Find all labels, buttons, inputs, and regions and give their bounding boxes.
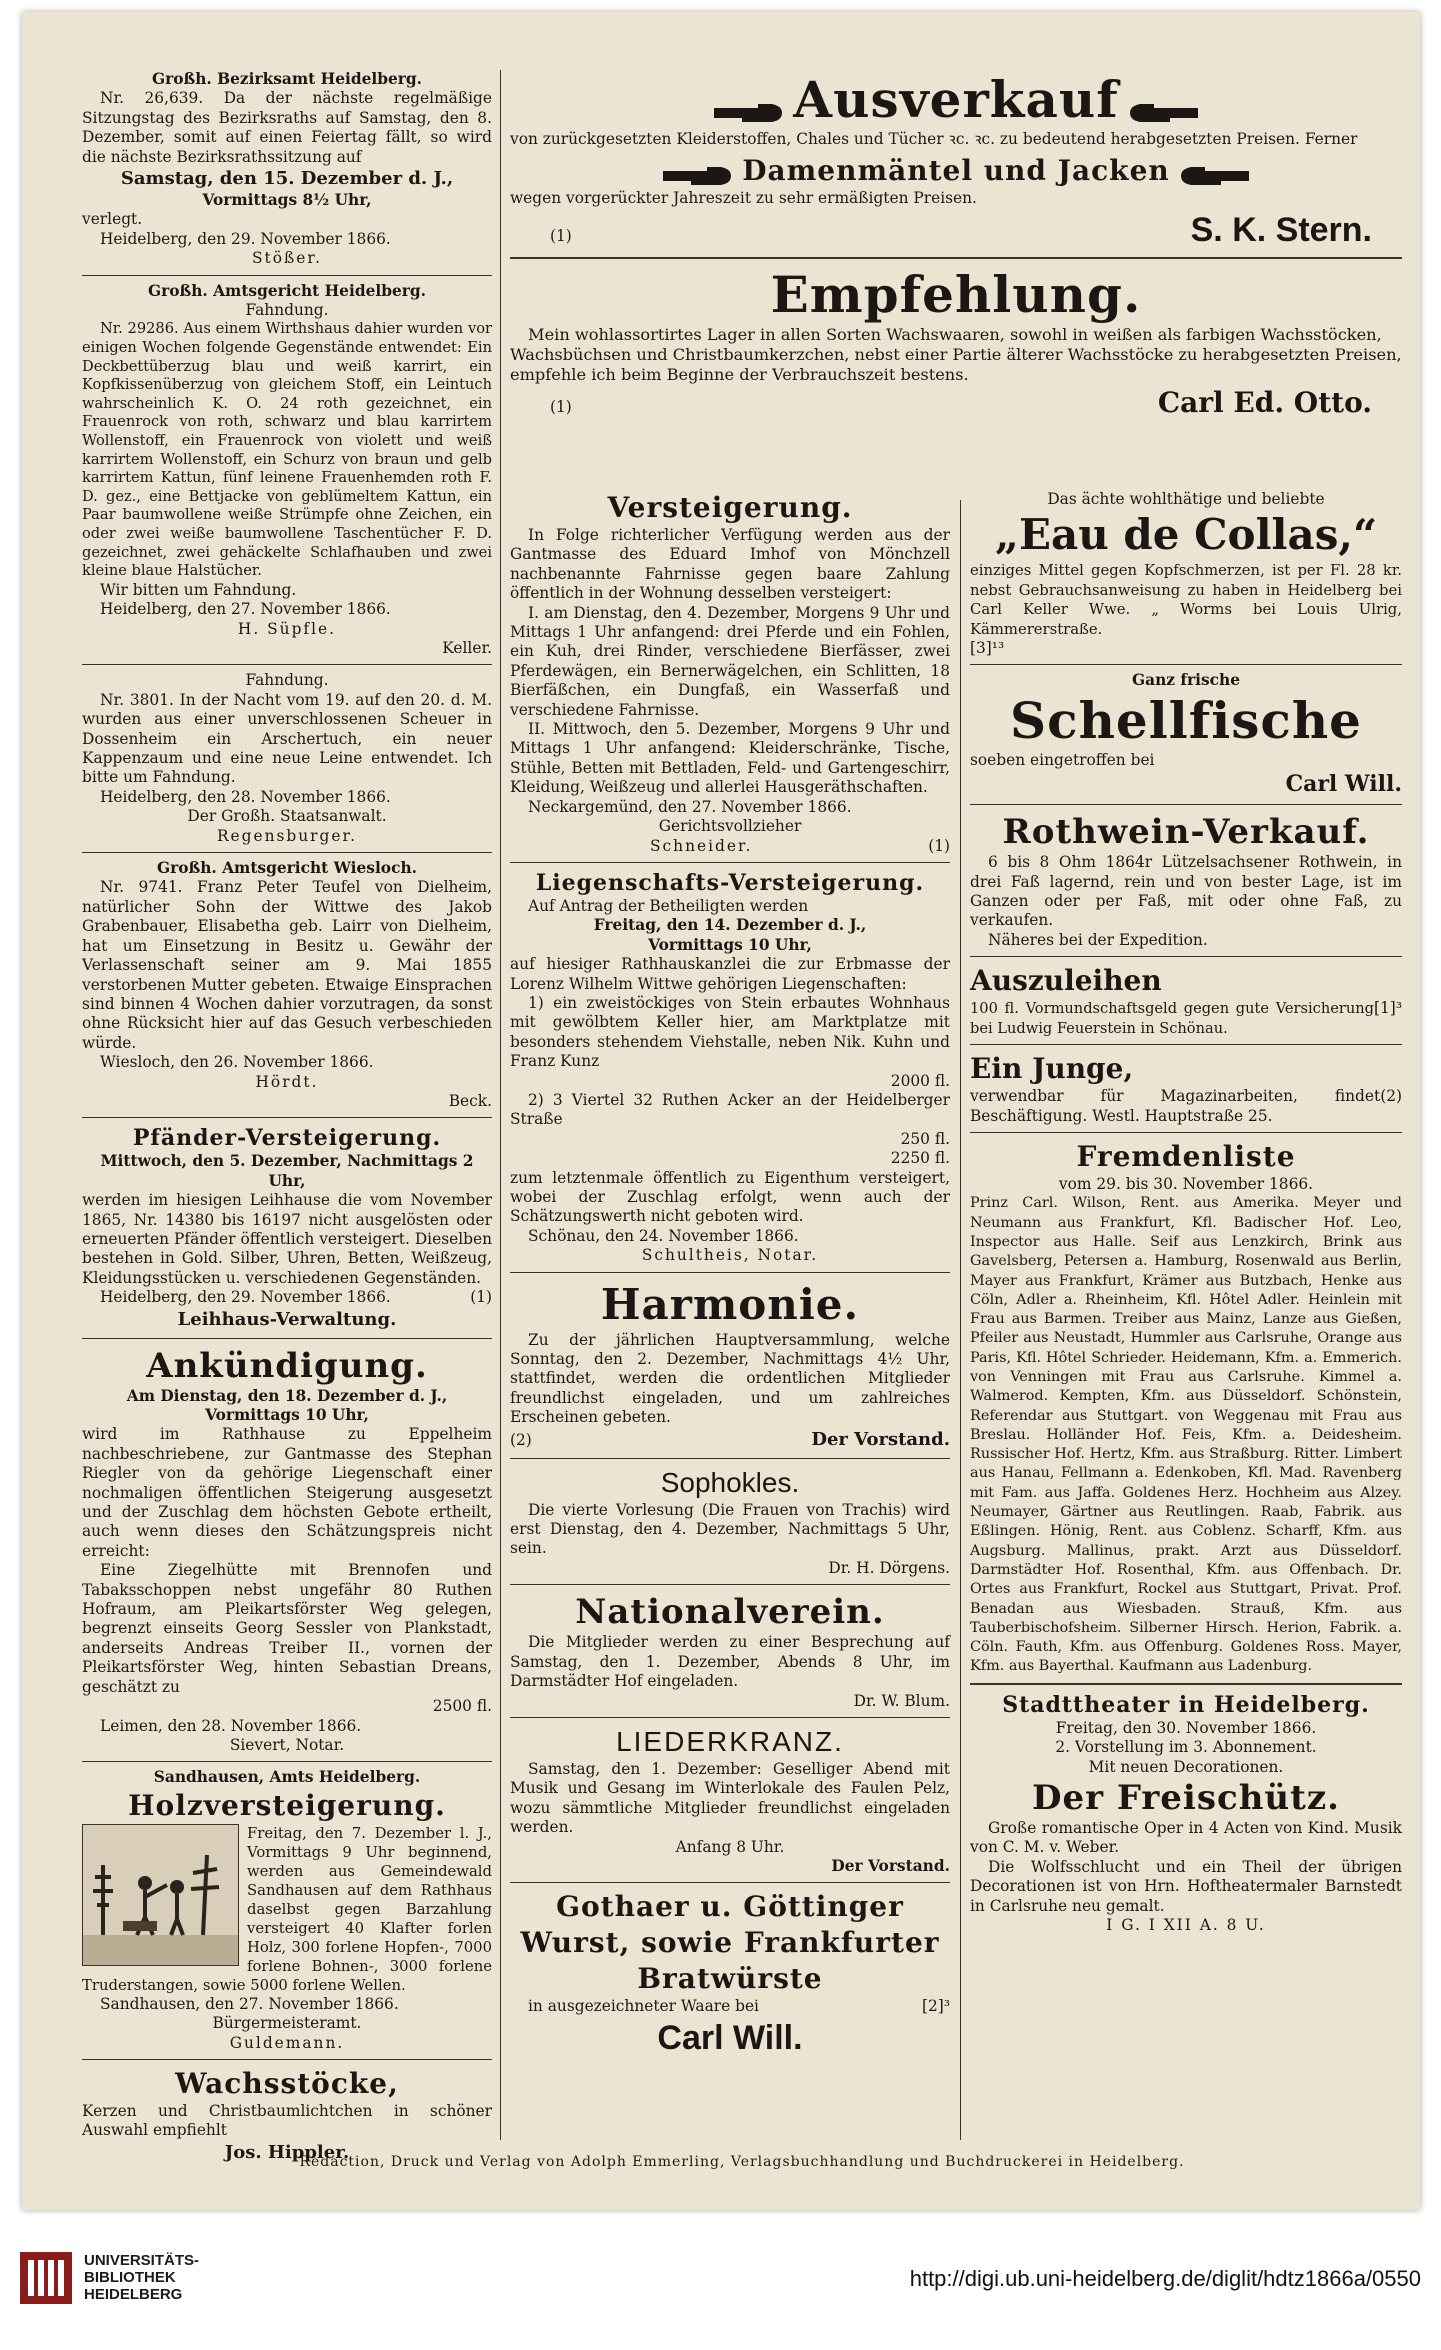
- ad-number: (1): [550, 226, 572, 245]
- notice-text: Freitag, den 7. Dezember l. J., Vormittags 9 Uhr beginnend, werden aus Gemeindewald Sandhausen auf dem Rathhaus daselbst gegen Barzahlung versteigert 40 Klafter forlen Holz, 300 forlene Hopfen-, 7000 forlene Bohnen-, 3000 forlene Truderstangen, sowie 5000 forlene Wellen.: [82, 1824, 492, 1994]
- notice-text: Die Wolfsschlucht und ein Theil der übrigen Decorationen ist von Hrn. Hoftheatermaler Barnstedt in Carlsruhe neu gemalt.: [970, 1857, 1402, 1915]
- ad-number: (2): [1380, 1087, 1402, 1106]
- notice-text: werden im hiesigen Leihhause die vom November 1865, Nr. 14380 bis 16197 nicht ausgelösten oder erneuerten Pfänder öffentlich versteigert. Dieselben bestehen in Gold. Silber, Uhren, Betten, Weißzeug, Kleidungsstücken u. verschiedenen Gegenständen.: [82, 1191, 492, 1287]
- ad-text: wegen vorgerückter Jahreszeit zu sehr ermäßigten Preisen.: [510, 189, 977, 208]
- ad-number: [3]¹³: [970, 639, 1005, 658]
- ad-text: in ausgezeichneter Waare bei: [528, 1997, 759, 2016]
- notice-price: 250 fl.: [900, 1129, 950, 1148]
- ad-text: verwendbar für Magazinarbeiten, findet Beschäftigung. Westl. Hauptstraße 25.: [970, 1087, 1381, 1125]
- notice-heading: Sophokles.: [660, 1466, 800, 1498]
- notice-text: Nr. 3801. In der Nacht vom 19. auf den 20. d. M. wurden aus einer unverschlossenen Scheuer in Dossenheim ein Arschertuch, ein neuer Kappenzaum und eine neue Leine entwendet. Ich bitte um Fahndung.: [82, 690, 492, 787]
- notice-signature: Schneider.: [650, 836, 753, 855]
- notice-text: Mit neuen Decorationen.: [1088, 1757, 1284, 1776]
- notice-signature: Der Vorstand.: [831, 1856, 950, 1875]
- notice-date: Mittwoch, den 5. Dezember, Nachmittags 2 Uhr,: [100, 1152, 474, 1190]
- notice-total: 2250 fl.: [890, 1149, 950, 1168]
- notice-date: vom 29. bis 30. November 1866.: [1058, 1174, 1314, 1193]
- source-url-link[interactable]: http://digi.ub.uni-heidelberg.de/diglit/hdtz1866a/0550: [909, 2266, 1421, 2291]
- ad-heading: Empfehlung.: [770, 264, 1142, 324]
- notice-text: Samstag, den 1. Dezember: Geselliger Abend mit Musik und Gesang im Winterlokale des Faulen Pelz, wozu sämmtliche Mitglieder freundlichst eingeladen werden.: [510, 1759, 950, 1837]
- notice-place: Heidelberg, den 28. November 1866.: [100, 787, 391, 806]
- guest-list: Prinz Carl. Wilson, Rent. aus Amerika. Meyer und Neumann aus Frankfurt, Kfl. Badischer Hof. Leo, Inspector aus Halle. Seif aus Lenzkirch, Brink aus Gavelsberg, Petersen a. Hamburg, Rosenwald aus Berlin, Mayer aus Frankfurt, Krämer aus Butzbach, Henke aus Cöln, Adler a. Rheinheim, Kfl. Hôtel Adler. Heinlein mit Frau aus Barmen. Treiber aus Mainz, Lanze aus Gießen, Pfeiler aus Neustadt, Hummler aus Carlsruhe, Orange aus Paris, Kfl. Hôtel Schrieder. Heidemann, Kfm. a. Emmerich. von Venningen mit Frau aus Carlsruhe. Kimmel a. Walmerod. Kempten, Kfm. aus Düsseldorf. Schönstein, Referendar aus Stuttgart. von Weggenau mit Frau aus Breslau. Holländer Hof. Feis, Kfm. a. Deidesheim. Russischer Hof. Hertz, Kfm. aus Straßburg. Ritter. Limbert aus Hanau, Fellmann a. Edenkoben, Kfl. Mad. Ravenberg mit Fam. aus Jaffa. Goldenes Herz. Hochheim aus Alzey. Neumayer, Gärtner aus Reutlingen. Raab, Fabrik. aus Eßlingen. Hönig, Rent. aus Coblenz. Scharff, Kfm. aus Augsburg. Mallinus, prakt. Arzt aus Düsseldorf. Darmstädter Hof. Rosenthal, Kfm. aus Offenbach. Dr. Ortes aus Frankfurt, Rockel aus Stuttgart, Privat. Prof. Benadan aus Wiesbaden. Strauß, Kfm. aus Tauberbischofsheim. Silberner Hirsch. Herion, Fabrik. a. Cöln. Fauth, Kfm. aus Offenburg. Goldenes Ross. Mayer, Kfm. aus Bayerthal. Kaufmann aus Ladenburg.: [970, 1195, 1402, 1675]
- imprint-line: Redaction, Druck und Verlag von Adolph Emmerling, Verlagsbuchhandlung und Buchdruckerei in Heidelberg.: [299, 2154, 1185, 2170]
- notice-signature: Jos. Hippler.: [224, 2141, 350, 2163]
- library-name-line: BIBLIOTHEK: [84, 2269, 176, 2286]
- ad-text: soeben eingetroffen bei: [970, 750, 1155, 769]
- notice-heading: Liegenschafts-Versteigerung.: [535, 869, 925, 896]
- woodcut-illustration: [82, 1824, 239, 1966]
- notice-place: Heidelberg, den 29. November 1866.: [100, 229, 391, 248]
- notice-text: 2. Vorstellung im 3. Abonnement.: [1055, 1738, 1317, 1757]
- notice-text: Nr. 29286. Aus einem Wirthshaus dahier wurden vor einigen Wochen folgende Gegenstände entwendet: Ein Deckbettüberzug blau und weiß karrirt, ein Kopfkissenüberzug von gleichem Stoff, ein Leintuch wahrscheinlich K. O. 24 roth gezeichnet, ein Frauenrock von roth, schwarz und blau karrirtem Wollenstoff, ein Frauenrock von violett und weiß karrirtem Wollenstoff, ein Schurz von braun und gelb karrirtem Kattun, fünf leinene Frauenhemden roth F. D. gez., eine Bettjacke von geblümeltem Kattun, ein Paar baumwollene weiße Strümpfe ohne Zeichen, ein oder zwei weiße baumwollene Taschentücher F. D. gezeichnet, zwei gehäckelte Schlafhauben und zwei kleine blaue Halstücher.: [82, 320, 492, 580]
- ad-heading: Ein Junge,: [970, 1052, 1134, 1086]
- notice-heading: Nationalverein.: [575, 1592, 885, 1633]
- ad-heading: Auszuleihen: [970, 964, 1162, 998]
- notice-text: Auf Antrag der Betheiligten werden: [528, 896, 809, 915]
- notice-signature: Sievert, Notar.: [229, 1735, 345, 1754]
- pointing-hand-icon: [1175, 163, 1251, 189]
- notice-text: Zu der jährlichen Hauptversammlung, welche Sonntag, den 2. Dezember, Nachmittags 4½ Uhr, stattfindet, werden die ordentlichen Mitglieder freundlichst eingeladen, und um zahlreiches Erscheinen gebeten.: [510, 1330, 950, 1427]
- notice-signature: Keller.: [442, 639, 492, 657]
- notice-text: Nr. 9741. Franz Peter Teufel von Dielheim, natürlicher Sohn der Wittwe des Jakob Grabenbauer, Elisabetha geb. Lairr von Dielheim, hat um Einsetzung in Besitz u. Gewähr der Verlassenschaft seiner am 9. Mai 1855 verstorbenen Mutter gebeten. Etwaige Einsprachen sind binnen 4 Wochen dahier vorzutragen, da sonst ohne Rücksicht hier auf das Gesuch verbeschieden würde.: [82, 878, 492, 1052]
- pointing-hand-icon: [661, 163, 737, 189]
- column-left: [82, 70, 492, 2165]
- notice-place: Wiesloch, den 26. November 1866.: [100, 1053, 374, 1072]
- notice-signature: Leihhaus-Verwaltung.: [177, 1308, 397, 1330]
- ad-signature: S. K. Stern.: [1190, 210, 1372, 249]
- notice-date: Samstag, den 15. Dezember d. J.,: [120, 168, 454, 190]
- notice-signature: Beck.: [448, 1091, 492, 1110]
- notice-heading: Fremdenliste: [1076, 1139, 1296, 1173]
- top-advertisements: [510, 70, 1402, 421]
- ad-number: [1]³: [1374, 999, 1402, 1018]
- notice-text: Die Mitglieder werden zu einer Besprechung auf Samstag, den 1. Dezember, Abends 8 Uhr, im Darmstädter Hof eingeladen.: [510, 1633, 950, 1691]
- notice-number: (1): [928, 836, 950, 855]
- ad-number: (1): [550, 397, 572, 416]
- ad-heading: „Eau de Collas,“: [994, 510, 1378, 560]
- notice-text: Große romantische Oper in 4 Acten von Kind. Musik von C. M. v. Weber.: [970, 1818, 1402, 1857]
- notice-signature: H. Süpfle.: [237, 619, 337, 638]
- notice-time: Vormittags 10 Uhr,: [648, 935, 812, 954]
- library-name: [84, 2252, 199, 2303]
- ad-heading: Ausverkauf: [793, 70, 1119, 129]
- notice-signature: Der Vorstand.: [811, 1428, 950, 1450]
- ad-signature: Carl Ed. Otto.: [1157, 385, 1372, 419]
- library-name-line: UNIVERSITÄTS-: [84, 2252, 200, 2269]
- notice-text: Kerzen und Christbaumlichtchen in schöner Auswahl empfiehlt: [82, 2101, 492, 2140]
- notice-title: Holzversteigerung.: [128, 1788, 446, 1822]
- notice-signature: Der Großh. Staatsanwalt.: [187, 807, 387, 826]
- ad-text: Näheres bei der Expedition.: [988, 930, 1208, 949]
- library-name-line: HEIDELBERG: [84, 2286, 183, 2303]
- notice-signature: Schultheis, Notar.: [641, 1246, 819, 1265]
- notice-heading: Stadttheater in Heidelberg.: [1002, 1691, 1370, 1718]
- notice-heading: Ankündigung.: [146, 1345, 428, 1386]
- pointing-hand-icon: [1124, 100, 1200, 126]
- notice-code: I G. I XII A. 8 U.: [1106, 1915, 1266, 1934]
- notice-signature: Dr. W. Blum.: [853, 1691, 950, 1710]
- ad-text: Mein wohlassortirtes Lager in allen Sorten Wachswaaren, sowohl in weißen als farbigen Wachsstöcken, Wachsbüchsen und Christbaumkerzchen, nebst einer Partie älterer Wachsstöcke zu herabgesetzten Preisen, empfehle ich beim Beginne der Verbrauchszeit bestens.: [510, 324, 1402, 384]
- notice-subheading: Fahndung.: [245, 301, 329, 320]
- ad-text: 100 fl. Vormundschaftsgeld gegen gute Versicherung bei Ludwig Feuerstein in Schönau.: [970, 1000, 1375, 1037]
- notice-number: (2): [510, 1430, 532, 1449]
- notice-item: I. am Dienstag, den 4. Dezember, Morgens 9 Uhr und Mittags 1 Uhr anfangend: drei Pferde und ein Fohlen, ein Kuh, drei Rinder, verschiedene Bierfässer, zwei Pferdewägen, ein Bernerwägelchen, ein Schlitten, 18 Bierfäßchen, ein Dungfaß, ein Wasserfaß und verschiedene Fahrnisse.: [510, 603, 950, 719]
- notice-number: (1): [470, 1288, 492, 1307]
- notice-time: Vormittags 10 Uhr,: [205, 1406, 369, 1424]
- notice-signature: Stößer.: [252, 249, 322, 268]
- column-right: [970, 490, 1402, 1935]
- ad-text: 6 bis 8 Ohm 1864r Lützelsachsener Rothwein, in drei Faß lagernd, rein und von bester Lage, ist im Ganzen oder per Faß, mit oder ohne Faß, zu verkaufen.: [970, 853, 1402, 930]
- notice-date: Freitag, den 14. Dezember d. J.,: [593, 916, 867, 935]
- notice-title: Der Freischütz.: [1031, 1777, 1340, 1818]
- notice-text: verlegt.: [82, 210, 143, 229]
- notice-text: zum letztenmale öffentlich zu Eigenthum versteigert, wobei der Zuschlag erfolgt, wenn auch der Schätzungswerth nicht geboten wird.: [510, 1168, 950, 1226]
- notice-price: 2500 fl.: [432, 1697, 492, 1716]
- notice-heading: Fahndung.: [245, 671, 329, 690]
- notice-signature: Guldemann.: [229, 2033, 345, 2052]
- notice-signature: Bürgermeisteramt.: [212, 2014, 362, 2033]
- ad-signature: Carl Will.: [1285, 771, 1402, 798]
- notice-item: Eine Ziegelhütte mit Brennofen und Tabaksschoppen nebst ungefähr 80 Ruthen Hofraum, am Pleikartsförster Weg gelegen, begrenzt einseits Georg Sessler von Plankstadt, anderseits Andreas Treiber II., vornen der Pleikartsförster Weg, hinten Sebastian Dreans, geschätzt zu: [82, 1561, 492, 1696]
- notice-heading: Großh. Bezirksamt Heidelberg.: [151, 70, 423, 88]
- notice-heading: Harmonie.: [600, 1279, 860, 1329]
- notice-heading: Großh. Amtsgericht Wiesloch.: [156, 859, 417, 878]
- notice-signature: Dr. H. Dörgens.: [828, 1558, 950, 1577]
- notice-place: Heidelberg, den 29. November 1866.: [100, 1288, 391, 1307]
- notice-place: Sandhausen, den 27. November 1866.: [100, 1994, 399, 2013]
- notice-signature: Gerichtsvollzieher: [658, 817, 802, 836]
- notice-heading: Großh. Amtsgericht Heidelberg.: [147, 281, 427, 300]
- column-rule: [960, 500, 961, 2140]
- notice-date: Am Dienstag, den 18. Dezember d. J.,: [126, 1386, 448, 1405]
- notice-item: II. Mittwoch, den 5. Dezember, Morgens 9 Uhr und Mittags 1 Uhr anfangend: Kleiderschränke, Tische, Stühle, Betten mit Bettladen, Feld- und Gartengeschirr, Kleidung, Weißzeug und allerlei Hausgeräthschaften.: [510, 720, 950, 797]
- notice-time: Vormittags 8½ Uhr,: [202, 191, 372, 210]
- ad-heading: Schellfische: [1010, 690, 1362, 750]
- notice-text: wird im Rathhause zu Eppelheim nachbeschriebene, zur Gantmasse des Stephan Riegler von da gehörige Liegenschaft einer nochmaligen öffentlichen Steigerung ausgesetzt und der Zuschlag dem höchsten Gebote ertheilt, auch wenn dieses den Schätzungspreis nicht erreicht:: [82, 1425, 492, 1560]
- notice-heading: LIEDERKRANZ.: [616, 1725, 844, 1757]
- university-library-logo-icon: [18, 2250, 74, 2306]
- ad-signature: Carl Will.: [657, 2018, 803, 2057]
- notice-price: 2000 fl.: [890, 1071, 950, 1090]
- notice-text: In Folge richterlicher Verfügung werden aus der Gantmasse des Eduard Imhof von Mönchzell nachbenannte Fahrnisse gegen baare Zahlung öffentlich in der Wohnung desselben versteigert:: [510, 526, 950, 603]
- notice-place: Heidelberg, den 27. November 1866.: [100, 600, 391, 619]
- notice-place: Schönau, den 24. November 1866.: [528, 1226, 799, 1245]
- notice-heading: Sandhausen, Amts Heidelberg.: [153, 1768, 421, 1787]
- notice-item: 1) ein zweistöckiges von Stein erbautes Wohnhaus mit gewölbtem Keller hier, am Marktplatze mit besonders stehendem Viehstalle, neben Nik. Kuhn und Franz Kunz: [510, 993, 950, 1071]
- notice-signature: Regensburger.: [216, 826, 358, 845]
- notice-place: Neckargemünd, den 27. November 1866.: [528, 797, 852, 816]
- notice-text: Nr. 26,639. Da der nächste regelmäßige Sitzungstag des Bezirksraths auf Samstag, den 8. Dezember, somit auf einen Feiertag fällt, so wird die nächste Bezirksrathssitzung auf: [82, 89, 492, 166]
- notice-item: 2) 3 Viertel 32 Ruthen Acker an der Heidelberger Straße: [510, 1090, 950, 1129]
- ad-heading: Rothwein-Verkauf.: [1002, 812, 1370, 853]
- ad-number: [2]³: [922, 1997, 950, 2016]
- notice-heading: Pfänder-Versteigerung.: [132, 1125, 442, 1152]
- column-rule: [500, 70, 501, 2140]
- ad-subheading: Damenmäntel und Jacken: [742, 154, 1170, 188]
- notice-date: Freitag, den 30. November 1866.: [1055, 1718, 1317, 1737]
- ad-preheading: Ganz frische: [1132, 671, 1240, 690]
- notice-heading: Versteigerung.: [607, 491, 853, 524]
- ad-text: einziges Mittel gegen Kopfschmerzen, ist per Fl. 28 kr. nebst Gebrauchsanweisung zu haben in Heidelberg bei Carl Keller Wwe. „ Worms bei Louis Ulrig, Kämmererstraße.: [970, 562, 1402, 638]
- notice-text: Die vierte Vorlesung (Die Frauen von Trachis) wird erst Dienstag, den 4. Dezember, Nachmittags 5 Uhr, sein.: [510, 1500, 950, 1558]
- notice-text: Wir bitten um Fahndung.: [100, 580, 297, 599]
- notice-heading: Wachsstöcke,: [175, 2066, 399, 2100]
- ad-preheading: Das ächte wohlthätige und beliebte: [1047, 490, 1325, 508]
- notice-time: Anfang 8 Uhr.: [675, 1837, 785, 1856]
- notice-place: Leimen, den 28. November 1866.: [100, 1716, 362, 1735]
- pointing-hand-icon: [712, 100, 788, 126]
- notice-text: auf hiesiger Rathhauskanzlei die zur Erbmasse der Lorenz Wilhelm Wittwe gehörigen Liegenschaften:: [510, 955, 950, 993]
- ad-text: von zurückgesetzten Kleiderstoffen, Chales und Tücher ꝛc. ꝛc. zu bedeutend herabgesetzten Preisen. Ferner: [510, 130, 1358, 148]
- column-middle: [510, 490, 950, 2059]
- ad-heading: Gothaer u. Göttinger Wurst, sowie Frankfurter Bratwürste: [520, 1890, 940, 1996]
- notice-signature: Hördt.: [255, 1072, 319, 1091]
